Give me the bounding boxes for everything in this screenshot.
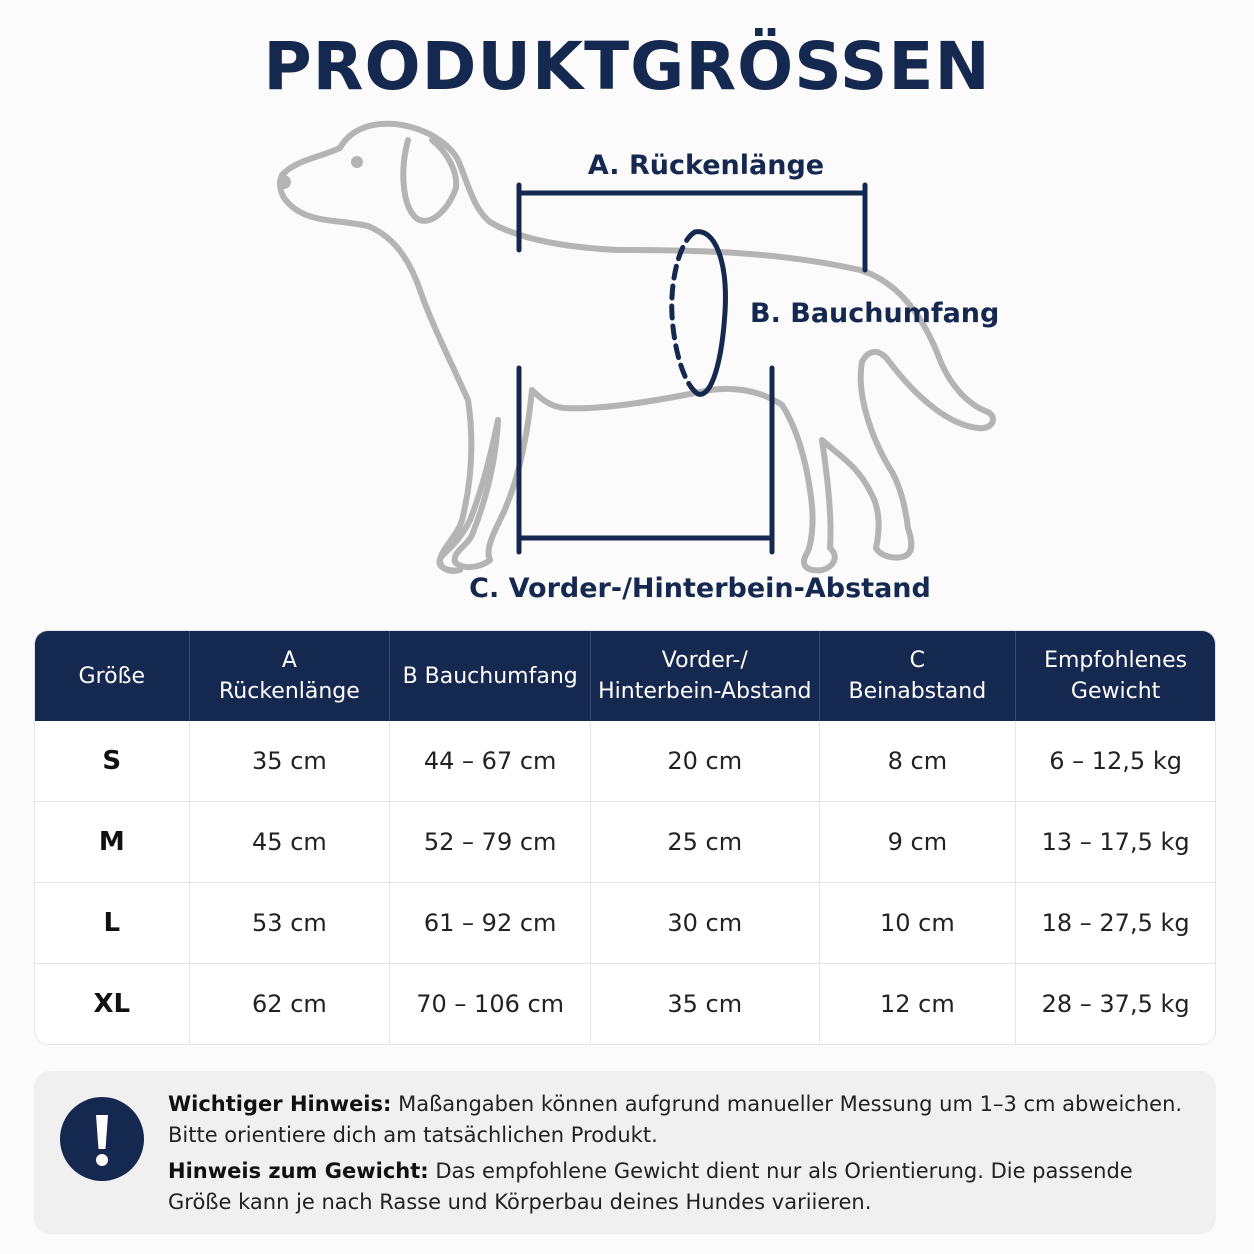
label-a: A. Rückenlänge bbox=[587, 150, 825, 181]
table-row bbox=[35, 882, 1215, 963]
header-recommended-weight: Empfohlenes Gewicht bbox=[1016, 631, 1215, 721]
label-b: B. Bauchumfang bbox=[750, 298, 1000, 329]
dog-nose bbox=[277, 175, 291, 189]
notice-box bbox=[34, 1071, 1216, 1234]
header-size: Größe bbox=[35, 631, 190, 721]
cell-back-length: 35 cm bbox=[190, 721, 391, 801]
table-header-row bbox=[35, 631, 1215, 721]
notice-measurement: Wichtiger Hinweis: Maßangaben können aufgrund manueller Messung um 1–3 cm abweichen. Bitte orientiere dich am tatsächlichen Produkt. bbox=[168, 1092, 1183, 1147]
header-back-length: A Rückenlänge bbox=[190, 631, 391, 721]
header-belly-girth: B Bauchumfang bbox=[390, 631, 591, 721]
cell-back-length: 45 cm bbox=[190, 801, 391, 882]
notice-text bbox=[168, 1089, 1188, 1223]
header-leg-distance: Vorder-/ Hinterbein-Abstand bbox=[591, 631, 819, 721]
cell-weight: 18 – 27,5 kg bbox=[1016, 882, 1215, 963]
size-table bbox=[34, 630, 1216, 1045]
cell-size: M bbox=[35, 801, 190, 882]
cell-size: XL bbox=[35, 963, 190, 1044]
cell-size: L bbox=[35, 882, 190, 963]
cell-leg-spacing: 8 cm bbox=[820, 721, 1017, 801]
cell-leg-spacing: 12 cm bbox=[820, 963, 1017, 1044]
label-c: C. Vorder-/Hinterbein-Abstand bbox=[469, 573, 931, 604]
cell-belly-girth: 61 – 92 cm bbox=[390, 882, 591, 963]
table-row bbox=[35, 801, 1215, 882]
cell-leg-distance: 20 cm bbox=[591, 721, 819, 801]
exclamation-icon bbox=[60, 1097, 144, 1181]
dog-measurement-diagram bbox=[0, 0, 1254, 620]
cell-size: S bbox=[35, 721, 190, 801]
cell-back-length: 62 cm bbox=[190, 963, 391, 1044]
header-leg-spacing: C Beinabstand bbox=[820, 631, 1017, 721]
cell-belly-girth: 52 – 79 cm bbox=[390, 801, 591, 882]
measure-a-bracket bbox=[519, 185, 865, 270]
page-title: PRODUKTGRÖSSEN bbox=[263, 28, 991, 105]
table-row bbox=[35, 963, 1215, 1044]
measure-b-ellipse-back bbox=[672, 232, 698, 394]
cell-leg-distance: 25 cm bbox=[591, 801, 819, 882]
cell-leg-distance: 30 cm bbox=[591, 882, 819, 963]
dog-eye bbox=[351, 156, 363, 168]
cell-weight: 13 – 17,5 kg bbox=[1016, 801, 1215, 882]
cell-leg-spacing: 10 cm bbox=[820, 882, 1017, 963]
cell-belly-girth: 44 – 67 cm bbox=[390, 721, 591, 801]
cell-leg-distance: 35 cm bbox=[591, 963, 819, 1044]
cell-weight: 28 – 37,5 kg bbox=[1016, 963, 1215, 1044]
cell-back-length: 53 cm bbox=[190, 882, 391, 963]
cell-weight: 6 – 12,5 kg bbox=[1049, 747, 1182, 775]
cell-belly-girth: 70 – 106 cm bbox=[390, 963, 591, 1044]
table-row bbox=[35, 721, 1215, 801]
cell-leg-spacing: 9 cm bbox=[820, 801, 1017, 882]
notice-weight: Hinweis zum Gewicht: Das empfohlene Gewicht dient nur als Orientierung. Die passende Größe kann je nach Rasse und Körperbau deines Hundes variieren. bbox=[168, 1159, 1133, 1214]
measure-c-bracket bbox=[519, 368, 772, 552]
measure-b-ellipse-front bbox=[695, 232, 725, 395]
